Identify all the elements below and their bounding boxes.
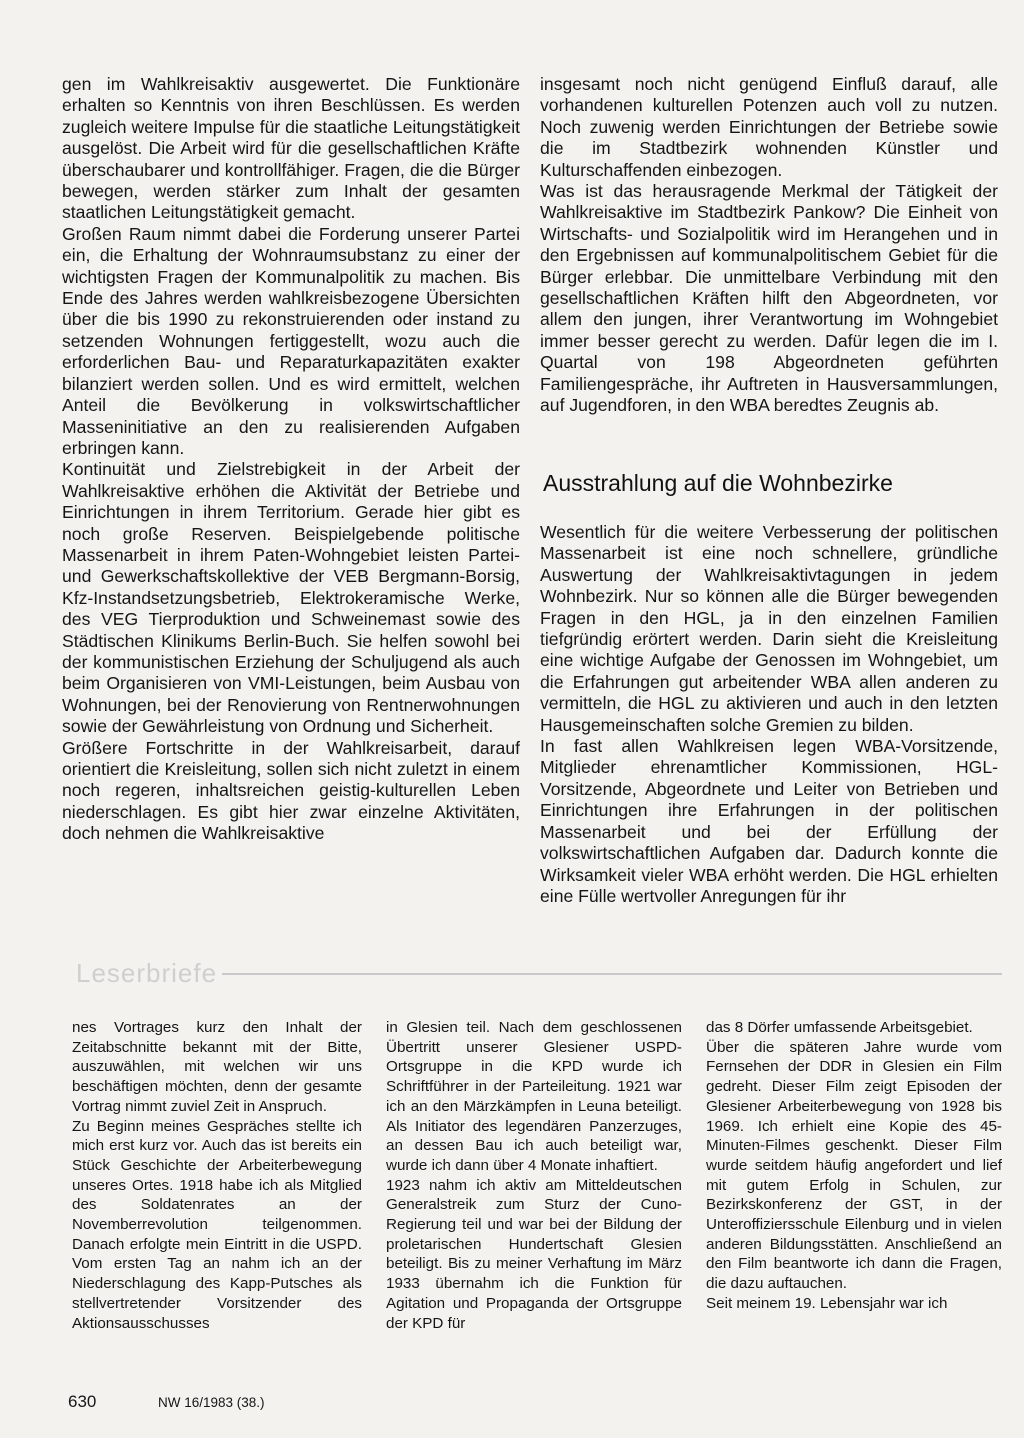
article-column-left [62, 74, 520, 845]
paragraph: Größere Fortschritte in der Wahlkreisarbeit, darauf orientiert die Kreisleitung, sollen sich nicht zuletzt in einem noch regeren, inhaltsreichen geistig-kulturellen Leben niederschlagen. Es gibt hier zwar einzelne Aktivitäten, doch nehmen die Wahlkreisaktive [62, 737, 520, 844]
paragraph: Seit meinem 19. Lebensjahr war ich [706, 1294, 948, 1312]
divider-rule [222, 973, 1002, 975]
paragraph: Wesentlich für die weitere Verbesserung der politischen Massenarbeit ist eine noch schnellere, gründliche Auswertung der Wahlkreisaktivtagungen in jedem Wohnbezirk. Nur so können alle die Bürger bewegenden Fragen in den HGL, ja in den einzelnen Familien tiefgründig erörtert werden. Darin sieht die Kreisleitung eine wichtige Aufgabe der Genossen im Wohngebiet, um die Erfahrungen gut arbeitender WBA allen anderen zu vermitteln, die HGL zu aktivieren und auch in den letzten Hausgemeinschaften solche Gremien zu bilden. [540, 522, 998, 735]
paragraph: In fast allen Wahlkreisen legen WBA-Vorsitzende, Mitglieder ehrenamtlicher Kommissionen, HGL-Vorsitzende, Abgeordnete und Leiter von Betrieben und Einrichtungen ihre Erfahrungen in der politischen Massenarbeit und bei der Erfüllung der volkswirtschaftlichen Aufgaben dar. Dadurch konnte die Wirksamkeit vieler WBA erhöht werden. Die HGL erhielten eine Fülle wertvoller Anregungen für ihr [540, 736, 998, 906]
article-column-right [540, 74, 998, 417]
paragraph: gen im Wahlkreisaktiv ausgewertet. Die Funktionäre erhalten so Kenntnis von ihren Beschlüssen. Es werden zugleich weitere Impulse für die staatliche Leitungstätigkeit ausgelöst. Die Arbeit wird für die gesellschaftlichen Kräfte überschaubarer und kontrollfähiger. Fragen, die die Bürger bewegen, werden stärker zum Inhalt der gesamten staatlichen Leitungstätigkeit gemacht. [62, 74, 520, 223]
paragraph: Was ist das herausragende Merkmal der Tätigkeit der Wahlkreisaktive im Stadtbezirk Pankow? Die Einheit von Wirtschafts- und Sozialpolitik wird im Herangehen und in den Ergebnissen auf kommunalpolitischem Gebiet für die Bürger erlebbar. Die unmittelbare Verbindung mit den gesellschaftlichen Kräften hilft den Abgeordneten, vor allem den jungen, ihrer Verantwortung im Wohngebiet immer besser gerecht zu werden. Dafür legen die im I. Quartal von 198 Abgeordneten geführten Familiengespräche, ihr Auftreten in Hausversammlungen, auf Jugendforen, in den WBA beredtes Zeugnis ab. [540, 181, 998, 416]
paragraph: insgesamt noch nicht genügend Einfluß darauf, alle vorhandenen kulturellen Potenzen auch voll zu nutzen. Noch zuwenig werden Einrichtungen der Betriebe sowie die im Stadtbezirk wohnenden Künstler und Kulturschaffenden einbezogen. [540, 74, 998, 180]
page-number: 630 [68, 1392, 97, 1411]
paragraph: Zu Beginn meines Gespräches stellte ich mich erst kurz vor. Auch das ist bereits ein Stück Geschichte der Arbeiterbewegung unseres Ortes. 1918 habe ich als Mitglied des Soldatenrates an der Novemberrevolution teilgenommen. Danach erfolgte mein Eintritt in die USPD. Vom ersten Tag an nahm ich an der Niederschlagung des Kapp-Putsches als stellvertretender Vorsitzender des Aktionsausschusses [72, 1117, 362, 1332]
issue-reference: NW 16/1983 (38.) [158, 1395, 265, 1410]
paragraph: Kontinuität und Zielstrebigkeit in der Arbeit der Wahlkreisaktive erhöhen die Aktivität der Betriebe und Einrichtungen in ihrem Territorium. Gerade hier gibt es noch große Reserven. Beispielgebende politische Massenarbeit in ihrem Paten-Wohngebiet leisten Partei- und Gewerkschaftskollektive der VEB Bergmann-Borsig, Kfz-Instandsetzungsbetrieb, Elektrokeramische Werke, des VEG Tierproduktion und Schweinemast sowie des Städtischen Klinikums Berlin-Buch. Sie helfen sowohl bei der kommunistischen Erziehung der Schuljugend als auch beim Organisieren von VMI-Leistungen, beim Ausbau von Wohnungen, bei der Renovierung von Rentnerwohnungen sowie der Gewährleistung von Ordnung und Sicherheit. [62, 459, 520, 737]
letters-column-1 [72, 1018, 362, 1333]
section-heading: Ausstrahlung auf die Wohnbezirke [543, 470, 893, 496]
article-column-right-continued [540, 522, 998, 907]
letters-column-3 [706, 1018, 1002, 1314]
paragraph: das 8 Dörfer umfassende Arbeitsgebiet. [706, 1019, 973, 1036]
paragraph: nes Vortrages kurz den Inhalt der Zeitabschnitte bekannt mit der Bitte, auszuwählen, mit welchen wir uns beschäftigen möchten, denn der gesamte Vortrag nimmt zuviel Zeit in Anspruch. [72, 1019, 362, 1115]
letters-column-2 [386, 1018, 682, 1333]
section-label-leserbriefe: Leserbriefe [76, 958, 218, 988]
paragraph: Über die späteren Jahre wurde vom Fernsehen der DDR in Glesien ein Film gedreht. Dieser Film zeigt Episoden der Glesiener Arbeiterbewegung von 1928 bis 1969. Ich erhielt eine Kopie des 45-Minuten-Filmes geschenkt. Dieser Film wurde seitdem häufig angefordert und lief mit gutem Erfolg in Schulen, zur Bezirkskonferenz der GST, in der Unteroffiziersschule Eilenburg und in vielen anderen Bildungsstätten. Anschließend an den Film beantworte ich dann die Fragen, die dazu auftauchen. [706, 1038, 1002, 1293]
paragraph: 1923 nahm ich aktiv am Mitteldeutschen Generalstreik zum Sturz der Cuno-Regierung teil und war bei der Bildung der proletarischen Hundertschaft Glesien beteiligt. Bis zu meiner Verhaftung im März 1933 übernahm ich die Funktion für Agitation und Propaganda der Ortsgruppe der KPD für [386, 1176, 682, 1332]
paragraph: in Glesien teil. Nach dem geschlossenen Übertritt unserer Glesiener USPD-Ortsgruppe in die KPD wurde ich Schriftführer in der Parteileitung. 1921 war ich an den Märzkämpfen in Leuna beteiligt. Als Initiator des legendären Panzerzuges, an dessen Bau ich auch beteiligt war, wurde ich dann über 4 Monate inhaftiert. [386, 1019, 682, 1174]
paragraph: Großen Raum nimmt dabei die Forderung unserer Partei ein, die Erhaltung der Wohnraumsubstanz zu einer der wichtigsten Fragen der Kommunalpolitik zu machen. Bis Ende des Jahres werden wahlkreisbezogene Übersichten über die bis 1990 zu rekonstruierenden oder instand zu setzenden Wohnungen fertiggestellt, wozu auch die erforderlichen Bau- und Reparaturkapazitäten exakter bilanziert werden sollen. Und es wird ermittelt, welchen Anteil die Bevölkerung in volkswirtschaftlicher Masseninitiative an den zu realisierenden Aufgaben erbringen kann. [62, 223, 520, 458]
